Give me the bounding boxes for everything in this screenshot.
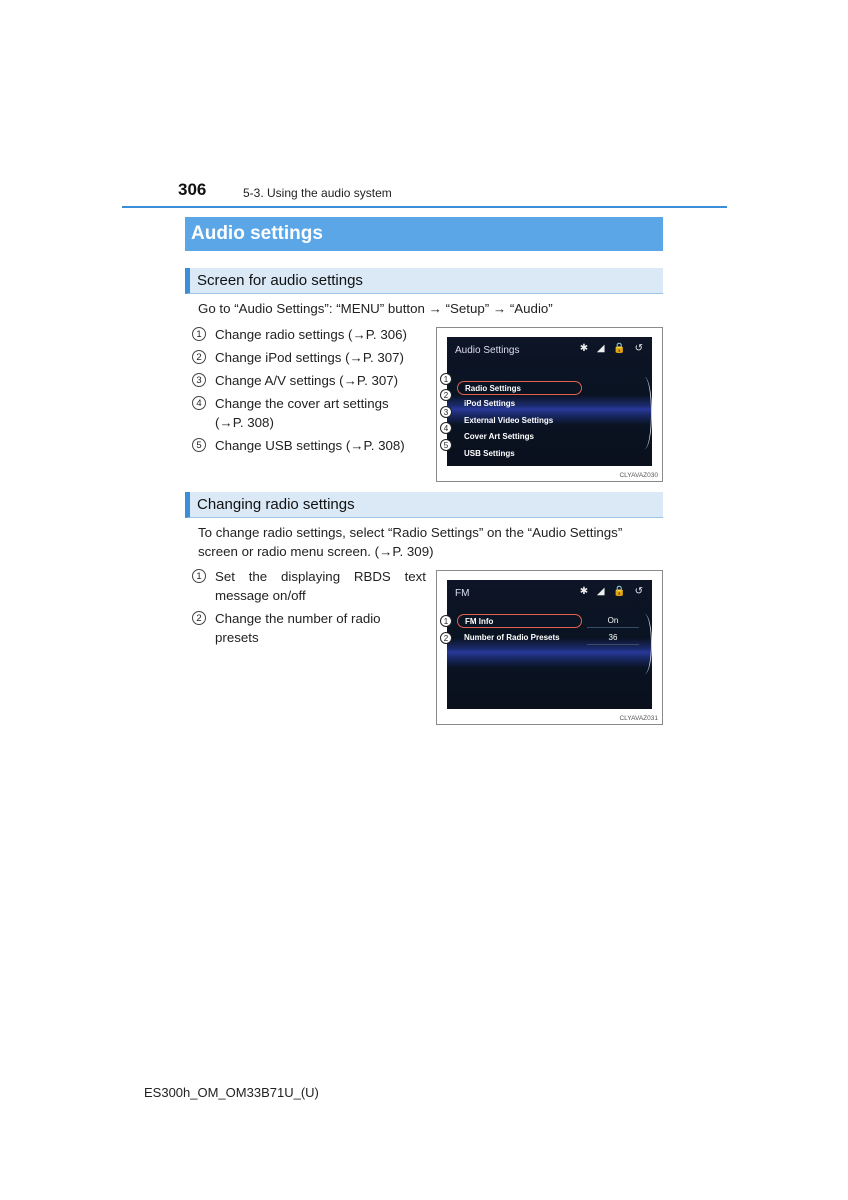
screen-display: [447, 580, 652, 709]
list-item: [192, 436, 417, 455]
scroll-indicator: [637, 377, 652, 449]
section-heading-screen: Screen for audio settings: [185, 268, 663, 294]
screen-display: [447, 337, 652, 466]
section-intro-radio: To change radio settings, select “Radio Settings” on the “Audio Settings” screen or radio menu screen. (→P. 309): [198, 525, 623, 559]
menu-fm-info: FM Info: [457, 614, 582, 628]
header-rule: [122, 206, 727, 208]
step-number: 1: [192, 569, 206, 583]
menu-ipod-settings: iPod Settings: [464, 399, 516, 408]
screen-title: FM: [455, 588, 470, 599]
callout: 2: [440, 389, 452, 401]
audio-settings-screenshot: [436, 327, 663, 482]
list-item-text: Change the cover art settings (→P. 308): [215, 396, 389, 430]
callout: 1: [440, 373, 452, 385]
scroll-indicator: [637, 614, 652, 674]
status-icons: ✱ ◢ 🔒 ↺: [579, 586, 646, 597]
step-number: 5: [192, 438, 206, 452]
list-item: [192, 348, 417, 367]
list-item-text: Change iPod settings (→P. 307): [215, 350, 404, 365]
list-item: [192, 609, 426, 647]
section-heading-radio: Changing radio settings: [185, 492, 663, 518]
callout: 1: [440, 615, 452, 627]
screen-settings-list: [192, 325, 417, 459]
page-title: Audio settings: [185, 217, 663, 251]
section-reference: 5-3. Using the audio system: [243, 186, 392, 200]
list-item-text: Change radio settings (→P. 306): [215, 327, 407, 342]
image-code: CLYAVAZ030: [619, 472, 658, 479]
radio-settings-list: [192, 567, 426, 651]
page-number: 306: [178, 180, 207, 199]
menu-cover-art-settings: Cover Art Settings: [464, 432, 534, 441]
radio-presets-value: 36: [587, 631, 639, 645]
callout: 3: [440, 406, 452, 418]
step-number: 1: [192, 327, 206, 341]
list-item-text: Change A/V settings (→P. 307): [215, 373, 399, 388]
callout: 5: [440, 439, 452, 451]
step-number: 3: [192, 373, 206, 387]
callout: 2: [440, 632, 452, 644]
list-item-text: Set the displaying RBDS text message on/off: [215, 569, 426, 603]
screen-title: Audio Settings: [455, 345, 520, 356]
list-item: [192, 567, 426, 605]
status-icons: ✱ ◢ 🔒 ↺: [579, 343, 646, 354]
list-item-text: Change the number of radio presets: [215, 611, 381, 645]
menu-usb-settings: USB Settings: [464, 449, 515, 458]
menu-external-video-settings: External Video Settings: [464, 416, 554, 425]
footer-code: ES300h_OM_OM33B71U_(U): [144, 1085, 319, 1100]
image-code: CLYAVAZ031: [619, 715, 658, 722]
list-item-text: Change USB settings (→P. 308): [215, 438, 405, 453]
list-item: [192, 394, 410, 432]
step-number: 2: [192, 350, 206, 364]
list-item: [192, 325, 417, 344]
menu-radio-settings: Radio Settings: [457, 381, 582, 395]
fm-settings-screenshot: [436, 570, 663, 725]
callout: 4: [440, 422, 452, 434]
step-number: 2: [192, 611, 206, 625]
step-number: 4: [192, 396, 206, 410]
fm-info-value: On: [587, 614, 639, 628]
menu-number-of-radio-presets: Number of Radio Presets: [464, 633, 560, 642]
section-intro-screen: Go to “Audio Settings”: “MENU” button → “Setup” → “Audio”: [198, 301, 553, 316]
list-item: [192, 371, 417, 390]
